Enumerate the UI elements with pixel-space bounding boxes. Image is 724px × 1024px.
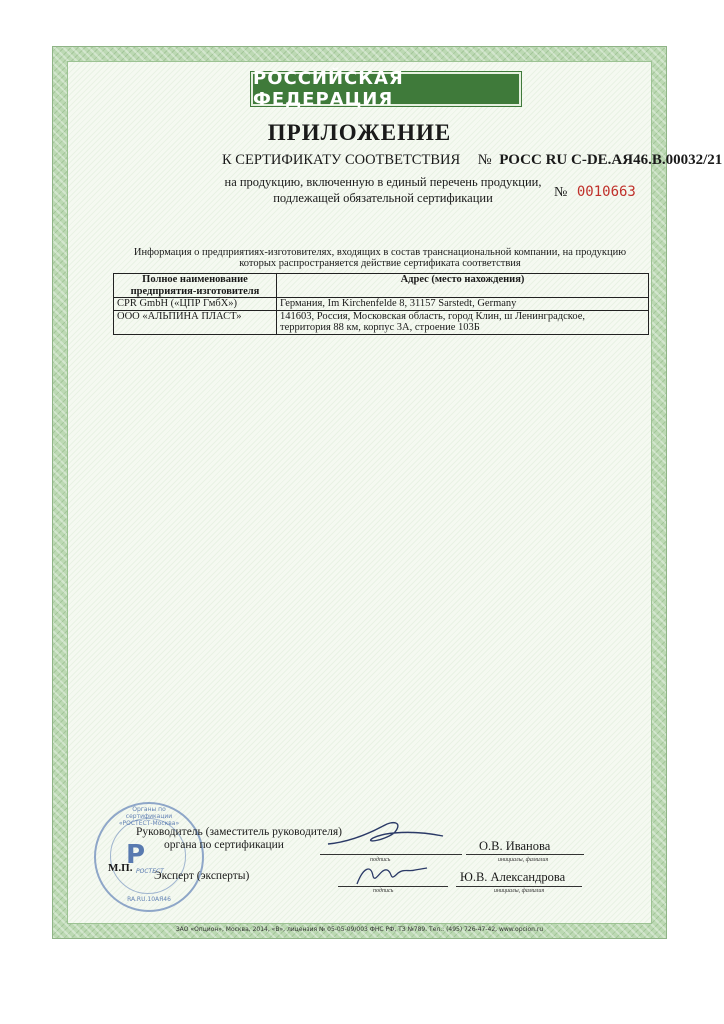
product-line-2: подлежащей обязательной сертификации	[273, 191, 493, 205]
expert-signature-line	[338, 886, 448, 887]
serial-number-block	[554, 184, 636, 201]
address-line: территория 88 км, корпус 3А, строение 103Б	[280, 322, 480, 333]
head-signature-line	[320, 854, 462, 855]
head-role	[136, 826, 342, 852]
expert-name-line	[456, 886, 582, 887]
number-sign: №	[477, 152, 492, 168]
head-role-line2: органа по сертификации	[164, 839, 284, 851]
column-header-name-line1: Полное наименование	[142, 274, 248, 285]
manufacturer-address	[277, 298, 649, 311]
head-signature-caption: подпись	[370, 857, 391, 863]
table-row	[114, 310, 649, 334]
certificate-body	[67, 61, 723, 933]
expert-signature-caption: подпись	[373, 888, 394, 894]
page-title: ПРИЛОЖЕНИЕ	[267, 120, 452, 145]
certification-stamp	[94, 802, 204, 912]
table-row	[114, 298, 649, 311]
serial-sign: №	[554, 185, 568, 200]
stamp-brand: РОСТЕСТ	[136, 868, 164, 875]
head-name: О.В. Иванова	[479, 839, 551, 853]
head-role-line1: Руководитель (заместитель руководителя)	[136, 826, 342, 838]
manufacturer-address	[277, 310, 649, 334]
expert-role: Эксперт (эксперты)	[154, 870, 250, 882]
certificate-label: К СЕРТИФИКАТУ СООТВЕТСТВИЯ	[222, 152, 461, 168]
certificate-sheet	[52, 46, 723, 939]
column-header-address: Адрес (место нахождения)	[277, 274, 649, 298]
manufacturers-table	[113, 273, 649, 335]
printer-footer: ЗАО «Опцион», Москва, 2014, «В», лицензия № 05-05-09/003 ФНС РФ, ТЗ №789. Тел.: (495) 726-47-42, www.opcion.ru	[175, 926, 544, 933]
manufacturer-name: ООО «АЛЬПИНА ПЛАСТ»	[114, 310, 277, 334]
head-name-line	[466, 854, 584, 855]
expert-name-caption: инициалы, фамилия	[494, 888, 545, 894]
expert-name: Ю.В. Александрова	[460, 870, 566, 884]
address-line: Германия, Im Kirchenfelde 8, 31157 Sarstedt, Germany	[280, 298, 517, 309]
stamp-top-text: Органы по сертификации «РОСТЕСТ-Москва»	[118, 806, 180, 827]
seal-place-label: М.П.	[108, 862, 133, 874]
column-header-name	[114, 274, 277, 298]
rostest-logo-icon: Р	[126, 840, 146, 870]
product-line-1: на продукцию, включенную в единый перечень продукции,	[224, 175, 542, 189]
serial-number: 0010663	[576, 184, 636, 200]
info-line-2: которых распространяется действие сертификата соответствия	[239, 258, 521, 269]
column-header-name-line2: предприятия-изготовителя	[130, 285, 260, 297]
head-signature-icon	[323, 814, 453, 854]
head-name-caption: инициалы, фамилия	[498, 857, 549, 863]
manufacturer-name: CPR GmbH («ЦПР ГмбХ»)	[114, 298, 277, 311]
table-header-row	[114, 274, 649, 298]
certificate-line	[222, 152, 722, 169]
info-line-1: Информация о предприятиях-изготовителях, входящих в состав транснациональной компании, на продукцию	[133, 247, 627, 258]
address-line: 141603, Россия, Московская область, город Клин, ш Ленинградское,	[280, 310, 585, 322]
stamp-code: RA.RU.10АЯ46	[127, 896, 171, 903]
certificate-number: РОСС RU C-DE.АЯ46.В.00032/21	[499, 152, 723, 168]
country-banner: РОССИЙСКАЯ ФЕДЕРАЦИЯ	[251, 72, 521, 106]
